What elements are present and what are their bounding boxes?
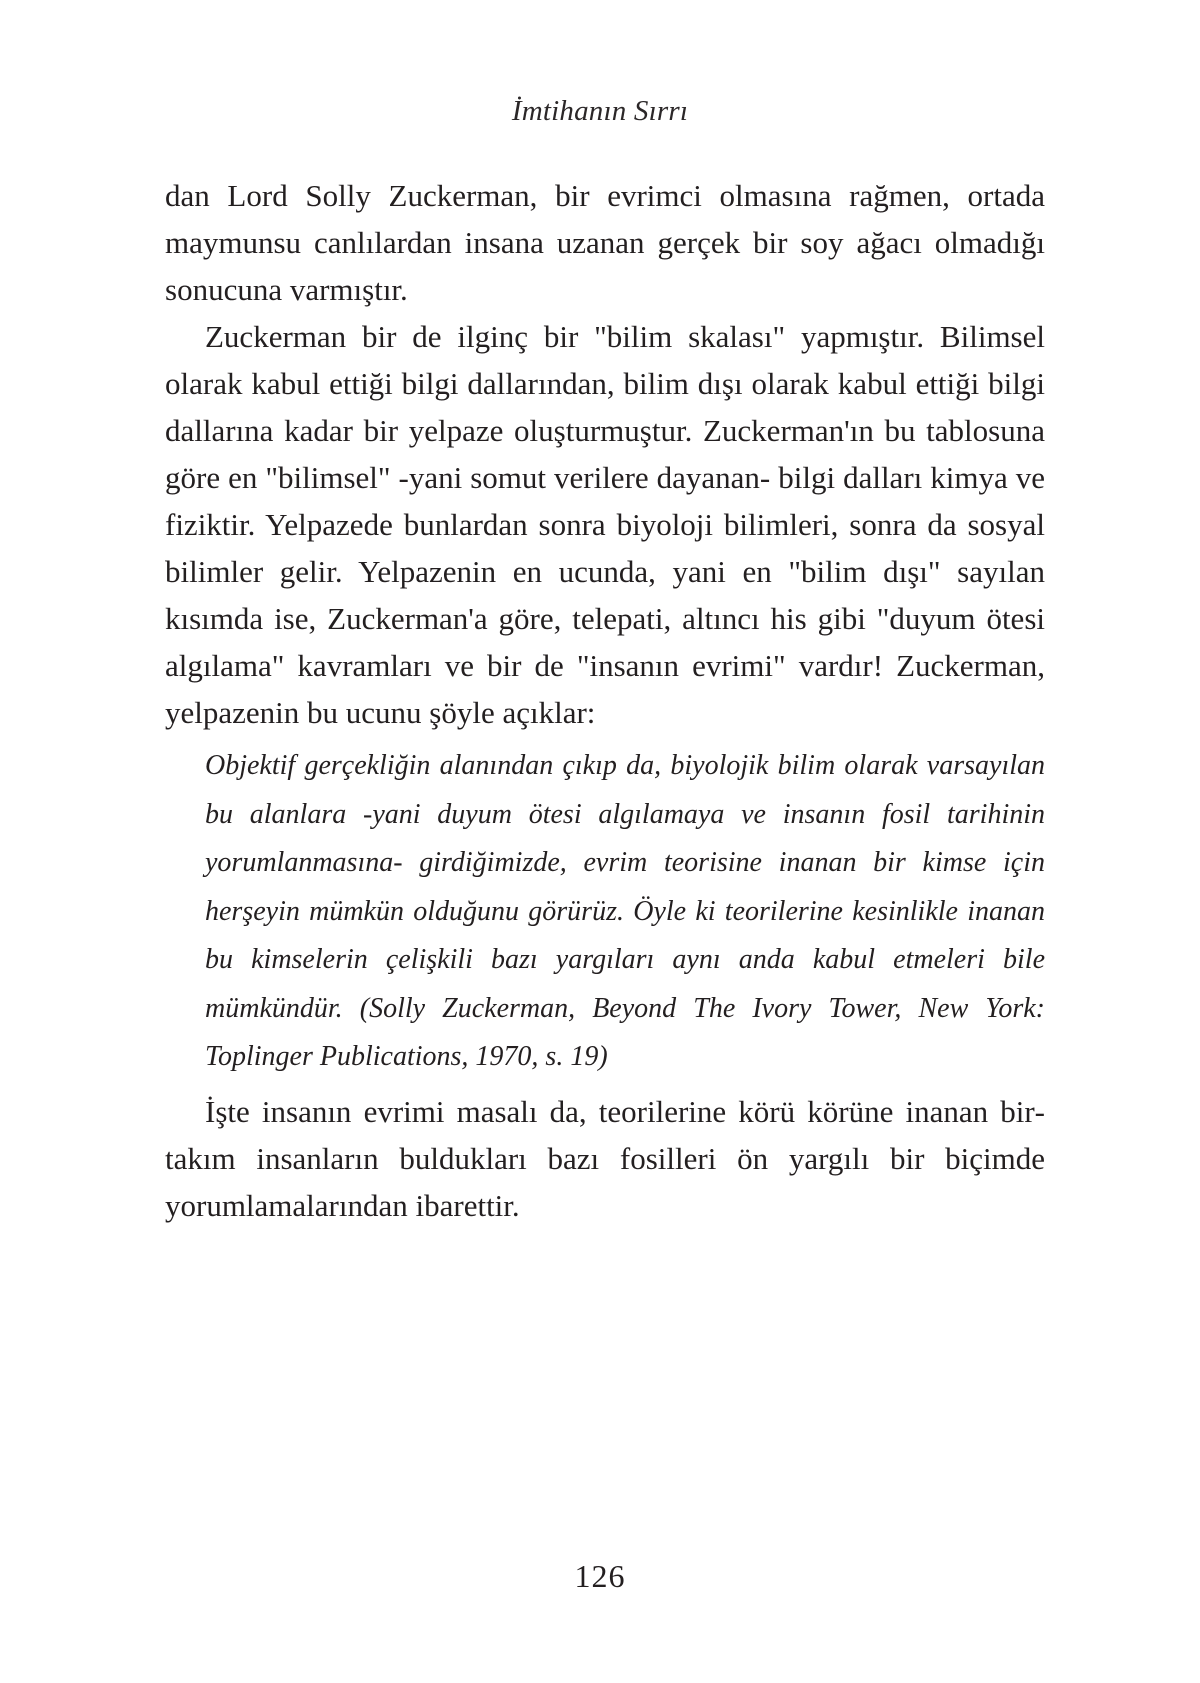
- body-text: [165, 172, 1045, 1229]
- page-number: 126: [574, 1558, 626, 1594]
- block-quote-zuckerman: Objektif gerçekliğin alanından çıkıp da, biyolojik bilim olarak varsayılan bu alanlara -yani duyum ötesi algılamaya ve insanın fosil tarihinin yorumlanmasına- girdiğimizde, evrim teorisine inanan bir kimse için herşeyin mümkün olduğunu görürüz. Öyle ki teorilerine kesinlikle inanan bu kimselerin çelişkili bazı yargıları aynı anda kabul etmeleri bile mümkündür. (Solly Zuckerman, Beyond The Ivory Tower, New York: Toplinger Publications, 1970, s. 19): [205, 750, 1045, 1072]
- paragraph-continuation: dan Lord Solly Zuckerman, bir evrimci olmasına rağmen, ortada maymunsu canlılardan insana uzanan gerçek bir soy ağacı olmadığı sonucuna varmıştır.: [165, 178, 1045, 307]
- paragraph-conclusion: İşte insanın evrimi masalı da, teorilerine körü körüne inanan birtakım insanların buldukları bazı fosilleri ön yargılı bir biçimde yorumlamalarından ibarettir.: [165, 1093, 1045, 1223]
- paragraph-bilim-skalasi: Zuckerman bir de ilginç bir "bilim skalası" yapmıştır. Bilimsel olarak kabul ettiği bilgi dallarından, bilim dışı olarak kabul ettiği bilgi dallarına kadar bir yelpaze oluşturmuştur. Zuckerman'ın bu tablosuna göre en "bilimsel" -yani somut verilere dayanan- bilgi dalları kimya ve fiziktir. Yelpazede bunlardan sonra biyoloji bilimleri, sonra da sosyal bilimler gelir. Yelpazenin en ucunda, yani en "bilim dışı" sayılan kısımda ise, Zuckerman'a göre, telepati, altıncı his gibi "duyum ötesi algılama" kavramları ve bir de "insanın evrimi" vardır! Zuckerman, yelpazenin bu ucunu şöyle açıklar:: [165, 319, 1045, 730]
- running-header: İmtihanın Sırrı: [511, 95, 689, 127]
